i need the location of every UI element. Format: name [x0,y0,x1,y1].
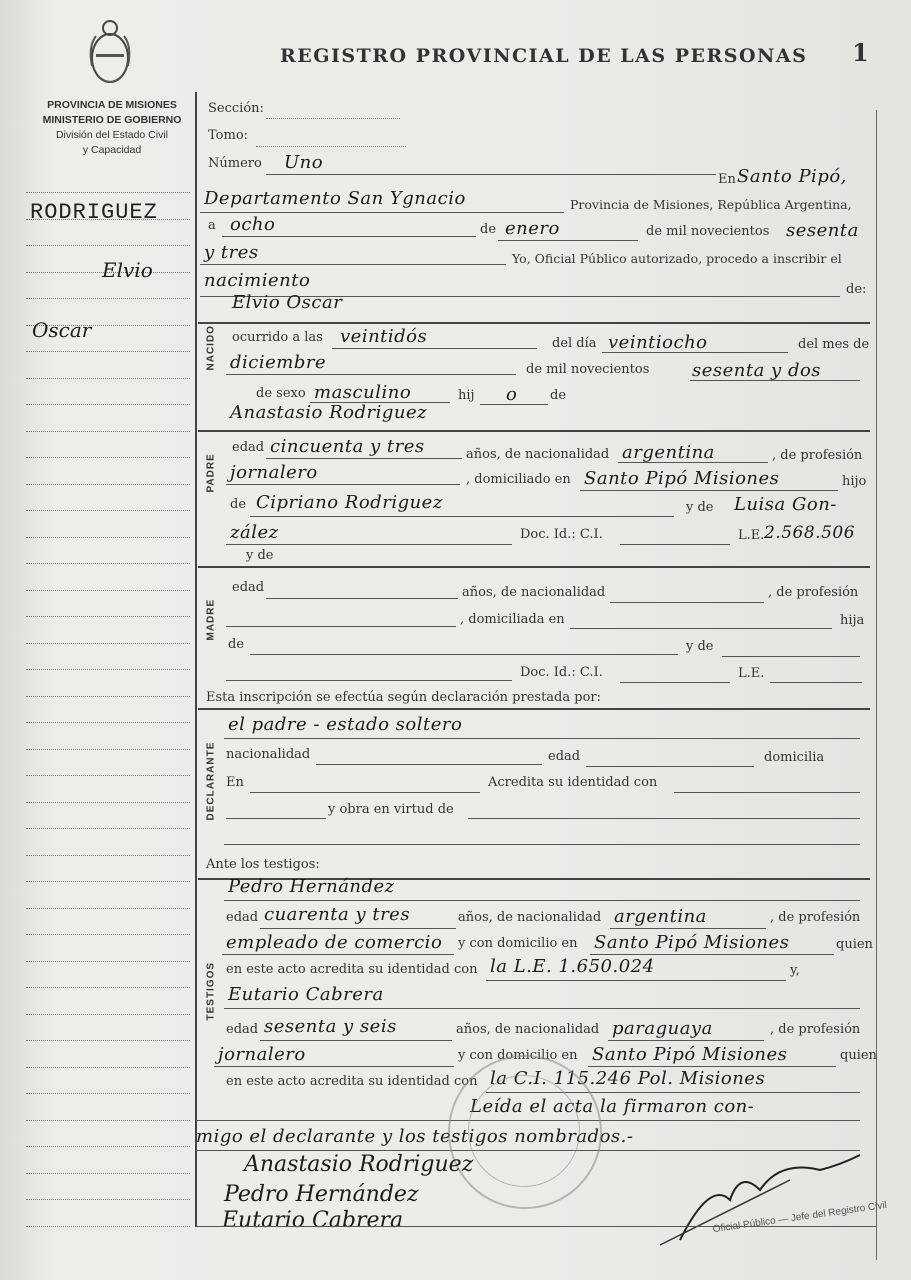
testigo1-doc-value: la L.E. 1.650.024 [490,956,655,977]
hora-value: veintidós [340,326,428,347]
de-sexo-label: de sexo [256,386,306,401]
madre-prof-label: , de profesión [768,585,859,600]
anio-b-line [200,264,506,265]
seccion-label: Sección: [208,101,264,116]
padre-nac-label: años, de nacionalidad [466,447,610,462]
margin-line [26,775,190,776]
testigo1-nombre-line [224,900,860,901]
margin-line [26,484,190,485]
testigo2-nombre-line [224,1008,860,1009]
margin-line [26,1146,190,1147]
padre-madre-value-a: Luisa Gon- [734,494,837,515]
margin-line [26,404,190,405]
de-month-label: de [480,222,497,237]
margin-line [26,1199,190,1200]
margin-line [26,563,190,564]
left-heading-line: y Capacidad [82,144,142,156]
margin-line [26,378,190,379]
padre-doc-label: Doc. Id.: C.I. [520,527,603,542]
padre-hijo-label: hijo [842,474,867,489]
margin-line [26,590,190,591]
testigo1-nombre: Pedro Hernández [228,876,395,897]
margin-line [26,1226,190,1227]
numero-value: Uno [284,152,324,173]
testigo2-edad-label: edad [226,1022,259,1037]
mes-nac-value: diciembre [230,352,327,373]
margin-line [26,1067,190,1068]
testigo1-doc-line [486,980,786,981]
margin-line [26,881,190,882]
testigo2-prof-label: , de profesión [770,1022,861,1037]
padre-prof-label: , de profesión [772,448,863,463]
departamento-value: Departamento San Ygnacio [204,188,466,209]
testigo2-dom-label: y con domicilio en [458,1048,578,1063]
padre-y-de-label: y de [686,500,714,515]
padre-le-label: L.E. [738,528,765,543]
mes-line [498,240,638,241]
madre-hija-label: hija [840,613,865,628]
testigo2-dom-value: Santo Pipó Misiones [592,1044,788,1065]
side-label-padre: PADRE [205,453,217,493]
padre-top-rule [198,430,870,432]
nombre-value: Elvio Oscar [232,292,343,313]
madre-y-de-label: y de [246,548,274,563]
margin-name-1: Elvio [102,258,153,282]
sexo-value: masculino [314,382,412,403]
declarante-obra-line-b [468,818,860,819]
declarante-obra-label: y obra en virtud de [328,802,454,817]
departamento-line [200,212,564,213]
madre-madre2-line [226,680,512,681]
madre-top-rule [198,566,870,568]
padre-de-label: de [230,497,247,512]
declarante-en-label: En [226,775,244,790]
bottom-rule [196,1226,876,1227]
anio-nac-line [690,380,860,381]
madre-le-label: L.E. [738,666,765,681]
coat-of-arms-icon [84,16,136,90]
padre-nac-line [618,462,768,463]
testigo2-nombre: Eutario Cabrera [228,984,384,1005]
side-label-declarante: DECLARANTE [205,741,217,821]
official-seal-icon [448,1055,602,1209]
de-mil2-label: de mil novecientos [526,362,650,377]
hora-line [332,348,537,349]
anio-a-value: sesenta [786,220,859,241]
testigo1-prof-value: empleado de comercio [226,932,443,953]
declarante-extra-line [224,844,860,845]
numero-label: Número [208,156,262,171]
declarante-value: el padre - estado soltero [228,714,463,735]
margin-line [26,908,190,909]
page-number: 1 [852,38,871,67]
de-colon-label: de: [846,282,867,297]
testigo2-doc-value: la C.I. 115.246 Pol. Misiones [490,1068,766,1089]
testigo1-nac-line [610,928,766,929]
declarante-dom-label: domicilia [764,750,825,765]
madre-madre-line [722,656,860,657]
side-label-madre: MADRE [205,598,217,641]
side-label-nacido: NACIDO [205,325,217,371]
padre-dom-value: Santo Pipó Misiones [584,468,780,489]
margin-line [26,643,190,644]
margin-line [26,1093,190,1094]
testigo1-prof-line [222,954,454,955]
testigo1-nac-value: argentina [614,906,707,927]
margin-line [26,431,190,432]
left-heading [22,98,202,158]
margin-divider [195,92,197,1227]
left-heading-line: PROVINCIA DE MISIONES [47,99,177,111]
margin-line [26,722,190,723]
testigo2-prof-line [214,1066,454,1067]
madre-padre-line [250,654,678,655]
declarante-edad-line [586,766,754,767]
numero-line [266,174,716,175]
testigo1-acredita-label: en este acto acredita su identidad con [226,962,478,977]
nacido-top-rule [198,322,870,324]
anio-b-value: y tres [204,242,259,263]
tomo-label: Tomo: [208,128,249,143]
padre-edad-line [266,458,462,459]
padre-madre-value-b: zález [230,522,279,543]
signature-testigo-2: Eutario Cabrera [222,1208,404,1233]
margin-line [26,696,190,697]
madre-nac-line [610,602,764,603]
testigo1-quien-label: quien [836,937,873,952]
margin-line [26,616,190,617]
madre-y-de2-label: y de [686,639,714,654]
testigo2-prof-value: jornalero [218,1044,306,1065]
tomo-line [256,146,406,147]
margin-line [26,669,190,670]
margin-surname: RODRIGUEZ [30,200,158,225]
testigo2-nac-value: paraguaya [612,1018,713,1039]
padre-madre-line [226,544,512,545]
declarante-en-line [250,792,480,793]
ocurrido-label: ocurrido a las [232,330,323,345]
madre-doc-label: Doc. Id.: C.I. [520,665,603,680]
margin-line [26,510,190,511]
testigo1-nac-label: años, de nacionalidad [458,910,602,925]
margin-line [26,192,190,193]
de-mil-label: de mil novecientos [646,224,770,239]
madre-de-label: de [228,637,245,652]
testigo2-dom-line [588,1066,836,1067]
testigos-label: Ante los testigos: [206,857,320,872]
madre-edad-line [266,598,458,599]
page-title: REGISTRO PROVINCIAL DE LAS PERSONAS [280,45,808,67]
side-label-testigos: TESTIGOS [205,961,217,1021]
declarante-line [224,738,860,739]
yo-label: Yo, Oficial Público autorizado, procedo a inscribir el [512,251,842,266]
margin-line [26,1040,190,1041]
margin-line [26,802,190,803]
margin-line [26,537,190,538]
madre-dom-line [570,628,832,629]
margin-line [26,1014,190,1015]
padre-nac-value: argentina [622,442,715,463]
margin-line [26,987,190,988]
testigo1-dom-label: y con domicilio en [458,936,578,951]
anio-nac-value: sesenta y dos [692,360,822,381]
madre-edad-label: edad [232,580,265,595]
official-stamp: Oficial Público — Jefe del Registro Civil [712,1199,888,1236]
margin-line [26,298,190,299]
hij-line [480,404,548,405]
mes-value: enero [505,218,560,239]
testigo1-prof-label: , de profesión [770,910,861,925]
inscribir-value: nacimiento [204,270,311,291]
seccion-line [266,118,400,119]
official-signature-icon [640,1140,870,1250]
testigo1-dom-value: Santo Pipó Misiones [594,932,790,953]
signature-testigo-1: Pedro Hernández [224,1182,419,1207]
margin-line [26,1173,190,1174]
a-label: a [208,218,216,233]
madre-ci-line [620,682,730,683]
dia-nac-value: veintiocho [608,332,708,353]
padre-padre-line [250,516,674,517]
inscripcion-label: Esta inscripción se efectúa según declaración prestada por: [206,690,601,705]
margin-line [26,749,190,750]
margin-line [26,934,190,935]
cierre-linea-2: migo el declarante y los testigos nombrados.- [196,1126,634,1147]
padre-edad-label: edad [232,440,265,455]
margin-line [26,828,190,829]
declarante-edad-label: edad [548,749,581,764]
testigo2-edad-value: sesenta y seis [264,1016,397,1037]
madre-nac-label: años, de nacionalidad [462,585,606,600]
padre-prof-value: jornalero [230,462,318,483]
padre-le-value: 2.568.506 [764,523,856,543]
en-value: Santo Pipó, [737,166,847,187]
testigo2-nac-line [608,1040,764,1041]
dia-value: ocho [230,214,276,235]
provincia-label: Provincia de Misiones, República Argentina, [570,197,852,212]
hij-suffix-value: o [506,384,518,405]
declarante-nac-label: nacionalidad [226,747,311,762]
del-dia-label: del día [552,336,597,351]
madre-le-line [770,682,862,683]
declarante-obra-line-a [226,818,326,819]
testigo2-edad-line [260,1040,452,1041]
dia-nac-line [602,352,788,353]
padre-padre-value: Cipriano Rodriguez [256,492,443,513]
margin-line [26,1120,190,1121]
declarante-top-rule [198,708,870,710]
hij-label: hij [458,388,475,403]
de-after-hij-label: de [550,388,567,403]
declarante-acredita-line [674,792,860,793]
testigo1-y-label: y, [790,963,800,978]
del-mes-label: del mes de [798,337,870,352]
testigo2-acredita-label: en este acto acredita su identidad con [226,1074,478,1089]
testigo1-edad-line [260,928,456,929]
testigo1-edad-value: cuarenta y tres [264,904,411,925]
margin-line [26,855,190,856]
testigo2-quien-label: quien [840,1048,877,1063]
padre-dom-label: , domiciliado en [466,472,571,487]
padre-ci-line [620,544,730,545]
declarante-nac-line [316,764,542,765]
margin-name-2: Oscar [32,318,92,342]
left-heading-line: MINISTERIO DE GOBIERNO [42,114,182,126]
testigo1-edad-label: edad [226,910,259,925]
madre-dom-label: , domiciliada en [460,612,565,627]
margin-line [26,245,190,246]
signature-padre: Anastasio Rodriguez [244,1152,474,1177]
padre-prof-line [226,484,460,485]
right-border [876,110,877,1260]
en-label: En [718,172,736,187]
padre-dom-line [580,490,838,491]
left-heading-line: División del Estado Civil [55,129,169,141]
margin-line [26,457,190,458]
declarante-acredita-label: Acredita su identidad con [488,775,658,790]
margin-line [26,961,190,962]
margin-line [26,351,190,352]
cierre-linea-1: Leída el acta la firmaron con- [470,1096,755,1117]
padre-edad-value: cincuenta y tres [270,436,425,457]
madre-prof-line [226,626,456,627]
padre-nombre-value: Anastasio Rodriguez [230,402,428,423]
mes-nac-line [226,374,516,375]
testigo2-nac-label: años, de nacionalidad [456,1022,600,1037]
testigo1-dom-line [590,954,834,955]
dia-line [222,236,476,237]
